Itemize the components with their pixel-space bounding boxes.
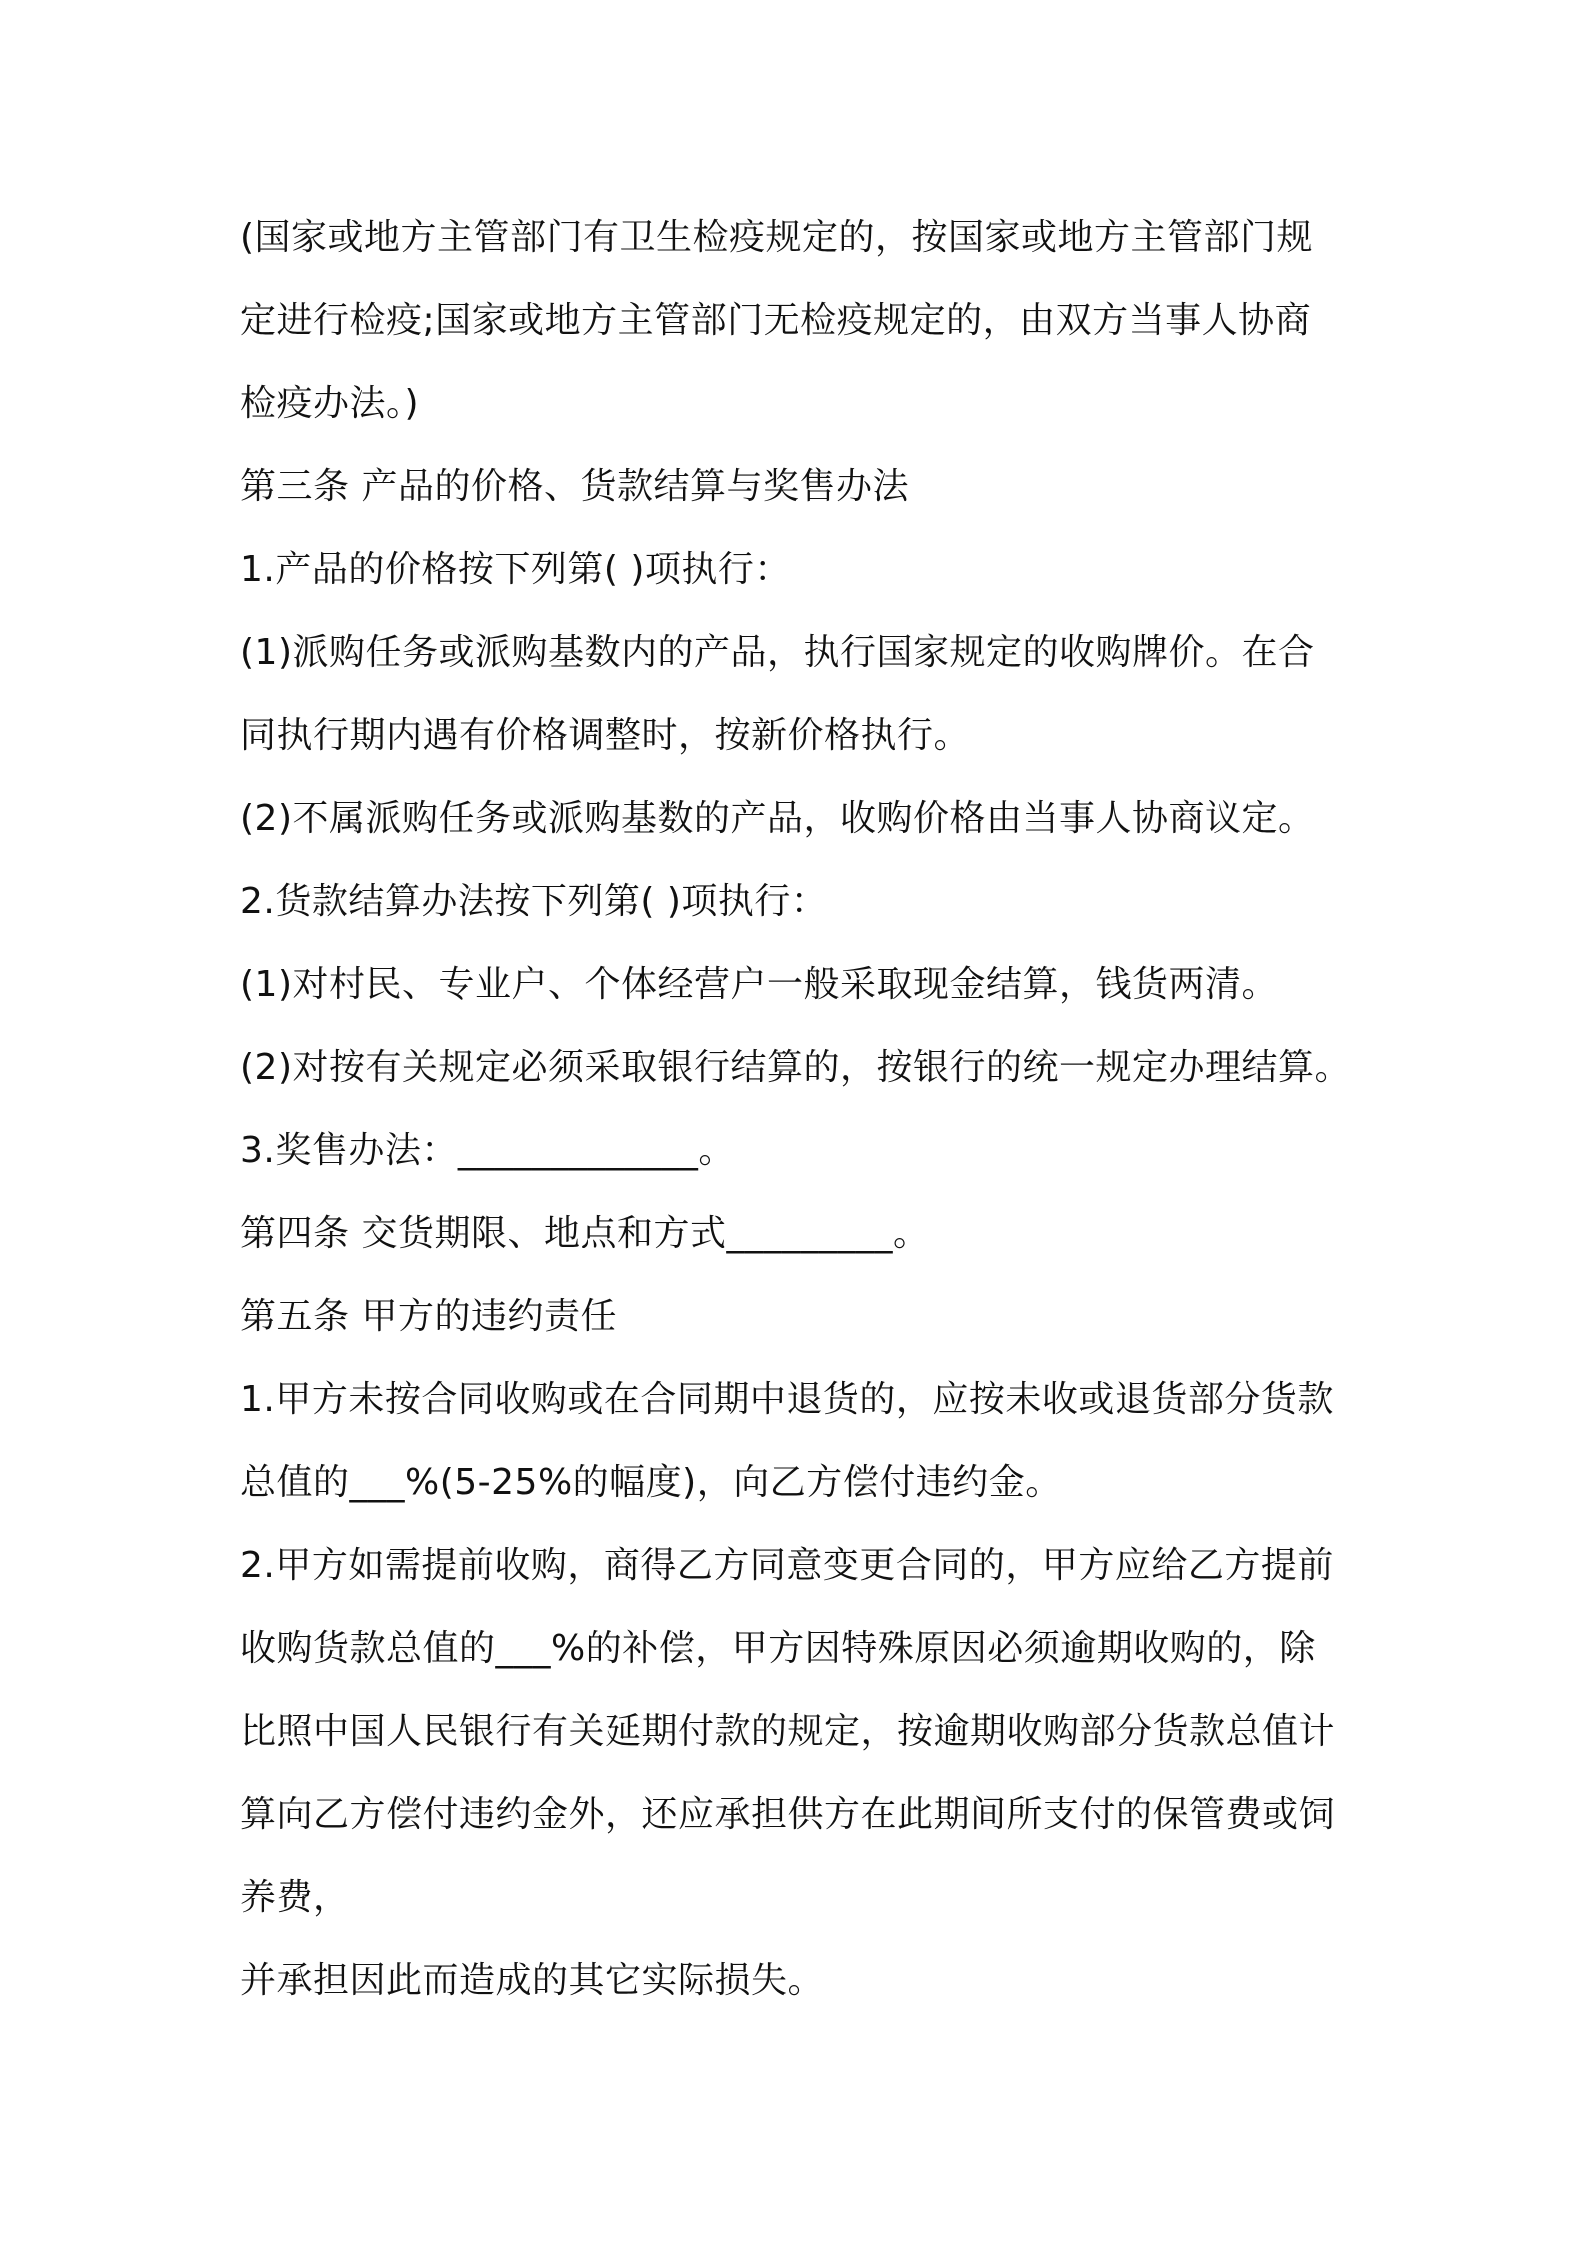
text-line: 比照中国人民银行有关延期付款的规定，按逾期收购部分货款总值计 bbox=[240, 1711, 1336, 1752]
section-heading: 第三条 产品的价格、货款结算与奖售办法 bbox=[240, 466, 909, 507]
text-line: 并承担因此而造成的其它实际损失。 bbox=[240, 1960, 825, 2001]
text-line: 3.奖售办法：_____________。 bbox=[240, 1130, 735, 1171]
section-heading: 第五条 甲方的违约责任 bbox=[240, 1296, 617, 1337]
text-line: 总值的___%(5-25%的幅度)，向乙方偿付违约金。 bbox=[240, 1462, 1062, 1503]
text-line: 检疫办法。) bbox=[240, 383, 420, 424]
text-line: (2)对按有关规定必须采取银行结算的，按银行的统一规定办理结算。 bbox=[240, 1047, 1351, 1088]
text-line: 同执行期内遇有价格调整时，按新价格执行。 bbox=[240, 715, 971, 756]
text-line: 养费， bbox=[240, 1877, 350, 1918]
text-line: (1)对村民、专业户、个体经营户一般采取现金结算，钱货两清。 bbox=[240, 964, 1278, 1005]
document-body bbox=[240, 196, 1360, 2022]
text-line: (2)不属派购任务或派购基数的产品，收购价格由当事人协商议定。 bbox=[240, 798, 1315, 839]
text-line: (国家或地方主管部门有卫生检疫规定的，按国家或地方主管部门规 bbox=[240, 217, 1314, 258]
text-line: 2.甲方如需提前收购，商得乙方同意变更合同的，甲方应给乙方提前 bbox=[240, 1545, 1334, 1586]
text-line: 收购货款总值的___%的补偿，甲方因特殊原因必须逾期收购的，除 bbox=[240, 1628, 1316, 1669]
text-line: 2.货款结算办法按下列第( )项执行： bbox=[240, 881, 828, 922]
text-line: 1.甲方未按合同收购或在合同期中退货的，应按未收或退货部分货款 bbox=[240, 1379, 1334, 1420]
text-line: (1)派购任务或派购基数内的产品，执行国家规定的收购牌价。在合 bbox=[240, 632, 1315, 673]
text-line: 定进行检疫;国家或地方主管部门无检疫规定的，由双方当事人协商 bbox=[240, 300, 1312, 341]
text-line: 1.产品的价格按下列第( )项执行： bbox=[240, 549, 791, 590]
section-heading: 第四条 交货期限、地点和方式_________。 bbox=[240, 1213, 930, 1254]
text-line: 算向乙方偿付违约金外，还应承担供方在此期间所支付的保管费或饲 bbox=[240, 1794, 1336, 1835]
